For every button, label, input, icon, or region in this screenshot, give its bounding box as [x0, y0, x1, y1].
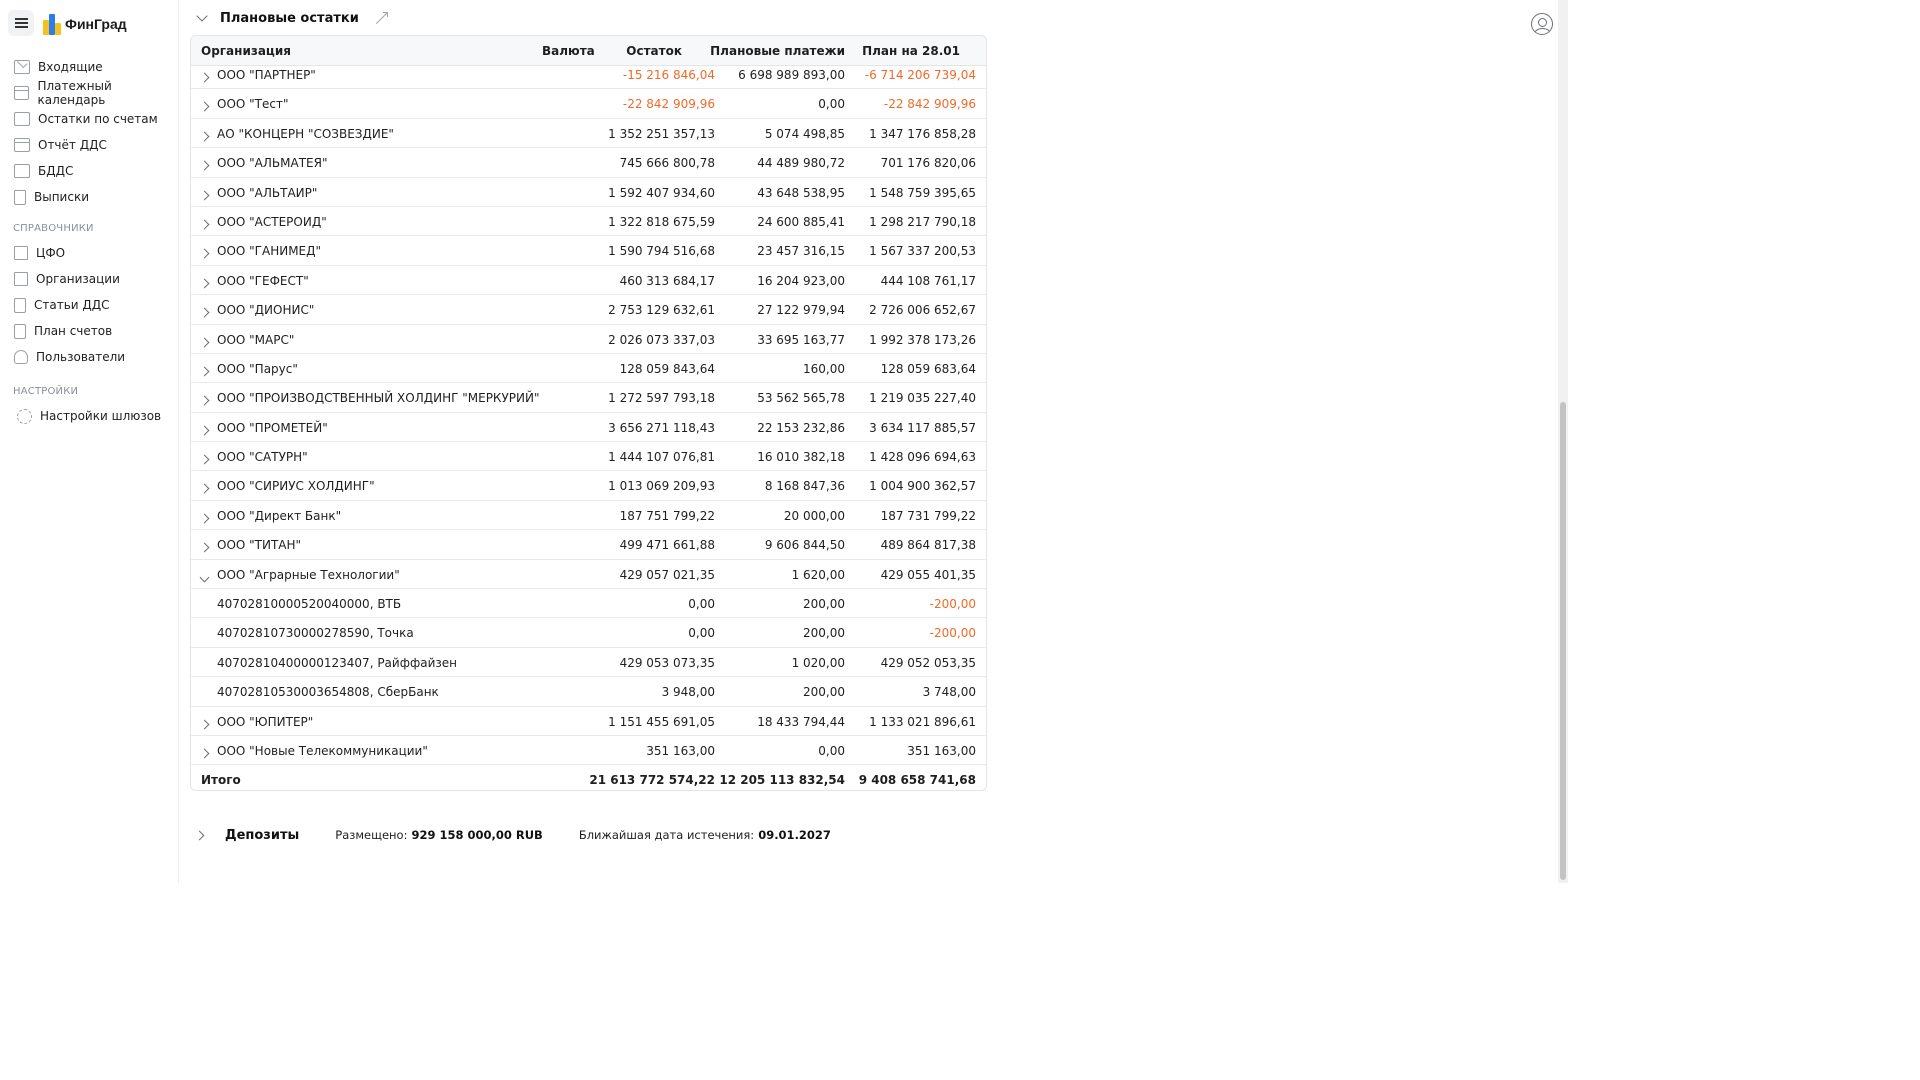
- organization-row[interactable]: [191, 413, 986, 442]
- row-expand-toggle[interactable]: [201, 423, 208, 437]
- sidebar-item-label: План счетов: [34, 324, 113, 338]
- chevron-right-icon: [200, 396, 210, 406]
- row-name: ООО "Новые Телекоммуникации": [217, 743, 428, 758]
- organization-row[interactable]: [191, 148, 986, 177]
- row-balance: 1 151 455 691,05: [608, 714, 715, 729]
- organization-row[interactable]: [191, 89, 986, 118]
- expand-icon[interactable]: [375, 12, 388, 25]
- total-balance: 21 613 772 574,22: [589, 773, 715, 788]
- row-expand-toggle[interactable]: [201, 570, 208, 584]
- row-planned-payments: 1 020,00: [791, 655, 845, 670]
- row-expand-toggle[interactable]: [201, 452, 208, 466]
- column-header-organization[interactable]: Организация: [201, 44, 291, 58]
- total-row: [191, 765, 986, 791]
- row-expand-toggle[interactable]: [201, 335, 208, 349]
- organization-row[interactable]: [191, 178, 986, 207]
- row-balance: 460 313 684,17: [619, 273, 715, 288]
- organization-row[interactable]: [191, 530, 986, 559]
- row-planned-payments: 6 698 989 893,00: [738, 68, 845, 82]
- row-planned-payments: 16 204 923,00: [757, 273, 845, 288]
- row-name: ООО "МАРС": [217, 332, 295, 347]
- row-balance: 1 352 251 357,13: [608, 126, 715, 141]
- row-planned-payments: 18 433 794,44: [757, 714, 845, 729]
- row-balance: 2 026 073 337,03: [608, 332, 715, 347]
- chevron-right-icon: [200, 366, 210, 376]
- sidebar-item-chart-of-accounts[interactable]: [14, 321, 112, 341]
- row-plan: 1 567 337 200,53: [869, 244, 976, 259]
- table-header: [191, 36, 986, 66]
- row-balance: 1 592 407 934,60: [608, 185, 715, 200]
- sidebar-item-label: Остатки по счетам: [38, 112, 158, 126]
- sidebar: [0, 0, 179, 883]
- row-name: ООО "АСТЕРОИД": [217, 214, 327, 229]
- sidebar-item-label: Статьи ДДС: [34, 298, 110, 312]
- row-name: ООО "СИРИУС ХОЛДИНГ": [217, 479, 375, 494]
- chevron-right-icon: [200, 337, 210, 347]
- organization-row[interactable]: [191, 236, 986, 265]
- row-plan: 1 004 900 362,57: [869, 479, 976, 494]
- table-body: [191, 60, 986, 791]
- section-references-heading: СПРАВОЧНИКИ: [13, 223, 94, 234]
- row-planned-payments: 200,00: [803, 597, 845, 612]
- hamburger-menu-button[interactable]: [8, 10, 34, 36]
- row-name: 40702810400000123407, Райффайзен: [217, 655, 457, 670]
- column-header-balance[interactable]: Остаток: [626, 44, 682, 58]
- row-expand-toggle[interactable]: [201, 746, 208, 760]
- row-balance: 1 272 597 793,18: [608, 391, 715, 406]
- account-row[interactable]: [191, 677, 986, 706]
- logo-icon: [43, 13, 61, 35]
- row-name: ООО "ТИТАН": [217, 538, 302, 553]
- planned-balances-table: [190, 35, 987, 791]
- row-balance: 128 059 843,64: [619, 361, 715, 376]
- row-plan: 1 133 021 896,61: [869, 714, 976, 729]
- app-logo[interactable]: [43, 13, 127, 35]
- row-balance: 3 948,00: [661, 685, 715, 700]
- row-name: ООО "Тест": [217, 97, 289, 112]
- chevron-right-icon: [200, 161, 210, 171]
- row-balance: 429 057 021,35: [619, 567, 715, 582]
- organization-row[interactable]: [191, 119, 986, 148]
- statement-icon: [14, 190, 26, 205]
- deposits-section: [196, 824, 831, 846]
- row-expand-toggle[interactable]: [201, 158, 208, 172]
- row-plan: -6 714 206 739,04: [864, 68, 976, 82]
- placed-value: 929 158 000,00 RUB: [411, 828, 543, 842]
- row-plan: 444 108 761,17: [880, 273, 976, 288]
- sidebar-item-statements[interactable]: [14, 187, 89, 207]
- row-balance: 1 322 818 675,59: [608, 214, 715, 229]
- row-name: ООО "САТУРН": [217, 450, 308, 465]
- row-balance: 499 471 661,88: [619, 538, 715, 553]
- chevron-right-icon: [200, 278, 210, 288]
- row-balance: -15 216 846,04: [622, 68, 715, 82]
- row-balance: 0,00: [688, 626, 715, 641]
- row-plan: 429 052 053,35: [880, 655, 976, 670]
- sidebar-item-payment-calendar[interactable]: [14, 79, 178, 107]
- row-planned-payments: 0,00: [818, 97, 845, 112]
- row-name: ООО "ДИОНИС": [217, 303, 315, 318]
- organization-row[interactable]: [191, 471, 986, 500]
- sidebar-item-organizations[interactable]: [14, 269, 120, 289]
- account-row[interactable]: [191, 589, 986, 618]
- organization-row[interactable]: [191, 354, 986, 383]
- row-balance: 1 590 794 516,68: [608, 244, 715, 259]
- row-planned-payments: 8 168 847,36: [764, 479, 845, 494]
- row-planned-payments: 53 562 565,78: [757, 391, 845, 406]
- chevron-right-icon: [200, 425, 210, 435]
- hamburger-icon: [15, 22, 28, 24]
- organization-row[interactable]: [191, 501, 986, 530]
- row-balance: -22 842 909,96: [622, 97, 715, 112]
- row-balance: 1 013 069 209,93: [608, 479, 715, 494]
- row-plan: -200,00: [929, 597, 976, 612]
- chevron-right-icon: [200, 131, 210, 141]
- row-plan: 128 059 683,64: [880, 361, 976, 376]
- sidebar-item-account-balances[interactable]: [14, 109, 158, 129]
- row-plan: 429 055 401,35: [880, 567, 976, 582]
- row-name: ООО "ГАНИМЕД": [217, 244, 322, 259]
- chevron-right-icon: [200, 543, 210, 553]
- account-row[interactable]: [191, 648, 986, 677]
- sidebar-item-label: Организации: [36, 272, 120, 286]
- organization-row[interactable]: [191, 736, 986, 765]
- row-plan: 1 428 096 694,63: [869, 450, 976, 465]
- row-expand-toggle[interactable]: [201, 99, 208, 113]
- row-balance: 0,00: [688, 597, 715, 612]
- row-expand-toggle[interactable]: [201, 305, 208, 319]
- organization-row[interactable]: [191, 442, 986, 471]
- column-header-planned-payments[interactable]: Плановые платежи: [710, 44, 845, 58]
- row-planned-payments: 5 074 498,85: [764, 126, 845, 141]
- expand-chevron-icon[interactable]: [195, 830, 205, 840]
- balance-icon: [14, 112, 30, 126]
- row-planned-payments: 23 457 316,15: [757, 244, 845, 259]
- account-row[interactable]: [191, 618, 986, 647]
- row-expand-toggle[interactable]: [201, 276, 208, 290]
- chevron-right-icon: [200, 513, 210, 523]
- row-plan: 1 347 176 858,28: [869, 126, 976, 141]
- row-balance: 1 444 107 076,81: [608, 450, 715, 465]
- row-planned-payments: 20 000,00: [783, 508, 845, 523]
- chevron-right-icon: [200, 719, 210, 729]
- row-planned-payments: 200,00: [803, 685, 845, 700]
- chevron-right-icon: [200, 308, 210, 318]
- row-balance: 745 666 800,78: [619, 156, 715, 171]
- row-plan: 351 163,00: [907, 743, 976, 758]
- row-expand-toggle[interactable]: [201, 70, 208, 84]
- row-expand-toggle[interactable]: [201, 540, 208, 554]
- row-plan: 3 634 117 885,57: [869, 420, 976, 435]
- row-name: ООО "Аграрные Технологии": [217, 567, 400, 582]
- row-planned-payments: 16 010 382,18: [757, 450, 845, 465]
- row-plan: 1 219 035 227,40: [869, 391, 976, 406]
- row-planned-payments: 24 600 885,41: [757, 214, 845, 229]
- sidebar-item-label: Настройки шлюзов: [40, 409, 162, 423]
- organization-row[interactable]: [191, 560, 986, 589]
- row-balance: 3 656 271 118,43: [608, 420, 715, 435]
- total-label: Итого: [201, 773, 241, 788]
- row-planned-payments: 22 153 232,86: [757, 420, 845, 435]
- organization-row[interactable]: [191, 325, 986, 354]
- row-name: 40702810000520040000, ВТБ: [217, 597, 402, 612]
- chevron-right-icon: [200, 190, 210, 200]
- row-planned-payments: 9 606 844,50: [764, 538, 845, 553]
- building-icon: [14, 272, 28, 286]
- row-planned-payments: 160,00: [803, 361, 845, 376]
- calendar-icon: [14, 86, 29, 100]
- row-planned-payments: 1 620,00: [791, 567, 845, 582]
- logo-text: ФинГрад: [65, 16, 127, 32]
- row-name: ООО "ГЕФЕСТ": [217, 273, 309, 288]
- row-planned-payments: 44 489 980,72: [757, 156, 845, 171]
- organization-row[interactable]: [191, 295, 986, 324]
- row-name: ООО "АЛЬТАИР": [217, 185, 318, 200]
- column-header-currency[interactable]: Валюта: [542, 44, 595, 58]
- sidebar-item-gateway-settings[interactable]: [17, 406, 161, 426]
- row-name: АО "КОНЦЕРН "СОЗВЕЗДИЕ": [217, 126, 394, 141]
- row-balance: 2 753 129 632,61: [608, 303, 715, 318]
- row-expand-toggle[interactable]: [201, 246, 208, 260]
- row-expand-toggle[interactable]: [201, 481, 208, 495]
- sidebar-item-label: ЦФО: [36, 246, 66, 260]
- budget-icon: [14, 164, 30, 178]
- organization-row[interactable]: [191, 383, 986, 412]
- row-expand-toggle[interactable]: [201, 717, 208, 731]
- organization-row[interactable]: [191, 707, 986, 736]
- sidebar-item-label: Платежный календарь: [37, 79, 112, 107]
- total-plan: 9 408 658 741,68: [858, 773, 976, 788]
- row-name: ООО "ПРОМЕТЕЙ": [217, 420, 328, 435]
- chevron-right-icon: [200, 102, 210, 112]
- sidebar-item-cfo[interactable]: [14, 243, 65, 263]
- chevron-right-icon: [200, 484, 210, 494]
- row-planned-payments: 200,00: [803, 626, 845, 641]
- row-expand-toggle[interactable]: [201, 364, 208, 378]
- chevron-right-icon: [200, 73, 210, 83]
- collapse-chevron-icon[interactable]: [196, 10, 207, 21]
- page-scrollbar[interactable]: [1558, 0, 1568, 883]
- row-name: ООО "Директ Банк": [217, 508, 342, 523]
- row-name: ООО "АЛЬМАТЕЯ": [217, 156, 328, 171]
- row-expand-toggle[interactable]: [201, 217, 208, 231]
- sidebar-item-users[interactable]: [14, 347, 125, 367]
- gear-icon: [17, 409, 32, 424]
- report-icon: [14, 138, 30, 152]
- row-balance: 351 163,00: [646, 743, 715, 758]
- section-settings-heading: НАСТРОЙКИ: [13, 386, 79, 397]
- sidebar-item-budget[interactable]: [14, 161, 73, 181]
- row-plan: 1 298 217 790,18: [869, 214, 976, 229]
- building-icon: [14, 246, 28, 260]
- sidebar-item-label: Отчёт ДДС: [38, 138, 107, 152]
- expiry-label: Ближайшая дата истечения:: [578, 828, 755, 842]
- row-plan: 1 992 378 173,26: [869, 332, 976, 347]
- row-planned-payments: 0,00: [818, 743, 845, 758]
- row-plan: 3 748,00: [922, 685, 976, 700]
- column-header-plan[interactable]: План на 28.01: [862, 44, 960, 58]
- sidebar-item-label: Пользователи: [36, 350, 126, 364]
- row-expand-toggle[interactable]: [201, 393, 208, 407]
- row-name: ООО "Парус": [217, 361, 298, 376]
- row-name: 40702810530003654808, СберБанк: [217, 685, 439, 700]
- document-icon: [14, 324, 26, 339]
- chevron-right-icon: [200, 249, 210, 259]
- sidebar-item-cashflow-items[interactable]: [14, 295, 110, 315]
- chevron-right-icon: [200, 749, 210, 759]
- planned-balances-header: [192, 6, 388, 30]
- expiry-value: 09.01.2027: [758, 828, 831, 842]
- chevron-right-icon: [200, 220, 210, 230]
- row-plan: 2 726 006 652,67: [869, 303, 976, 318]
- row-planned-payments: 27 122 979,94: [757, 303, 845, 318]
- row-plan: 1 548 759 395,65: [869, 185, 976, 200]
- row-name: ООО "ЮПИТЕР": [217, 714, 314, 729]
- sidebar-item-cashflow-report[interactable]: [14, 135, 107, 155]
- sidebar-item-label: Входящие: [38, 60, 103, 74]
- row-expand-toggle[interactable]: [201, 188, 208, 202]
- row-name: 40702810730000278590, Точка: [217, 626, 414, 641]
- row-plan: -22 842 909,96: [883, 97, 976, 112]
- scrollbar-thumb[interactable]: [1560, 402, 1566, 880]
- placed-label: Размещено:: [335, 828, 408, 842]
- row-name: ООО "ПАРТНЕР": [217, 68, 316, 82]
- row-plan: 187 731 799,22: [880, 508, 976, 523]
- row-balance: 429 053 073,35: [619, 655, 715, 670]
- row-balance: 187 751 799,22: [619, 508, 715, 523]
- users-icon: [14, 350, 28, 364]
- document-icon: [14, 298, 26, 313]
- row-planned-payments: 43 648 538,95: [757, 185, 845, 200]
- sidebar-item-label: Выписки: [34, 190, 89, 204]
- user-profile-button[interactable]: [1531, 13, 1553, 35]
- inbox-icon: [14, 60, 30, 74]
- row-planned-payments: 33 695 163,77: [757, 332, 845, 347]
- chevron-right-icon: [200, 455, 210, 465]
- row-expand-toggle[interactable]: [201, 129, 208, 143]
- organization-row[interactable]: [191, 266, 986, 295]
- row-name: ООО "ПРОИЗВОДСТВЕННЫЙ ХОЛДИНГ "МЕРКУРИЙ": [217, 391, 540, 406]
- row-expand-toggle[interactable]: [201, 511, 208, 525]
- organization-row[interactable]: [191, 207, 986, 236]
- sidebar-item-label: БДДС: [38, 164, 74, 178]
- chevron-down-icon: [200, 572, 210, 582]
- sidebar-item-inbox[interactable]: [14, 57, 103, 77]
- row-plan: 701 176 820,06: [880, 156, 976, 171]
- total-planned-payments: 12 205 113 832,54: [719, 773, 845, 788]
- section-title: Плановые остатки: [220, 10, 359, 26]
- row-plan: -200,00: [929, 626, 976, 641]
- row-plan: 489 864 817,38: [880, 538, 976, 553]
- deposits-title[interactable]: Депозиты: [225, 827, 300, 843]
